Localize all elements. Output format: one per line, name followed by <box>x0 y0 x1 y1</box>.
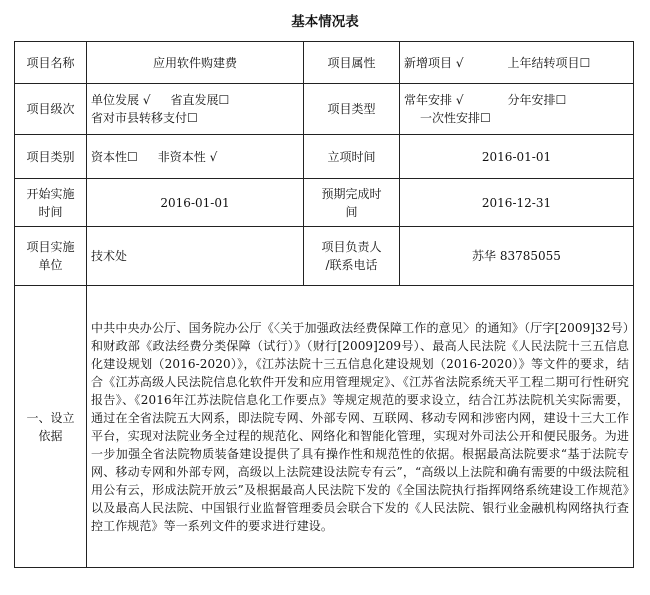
project-type-options <box>400 84 634 135</box>
project-type-option-multiyear: 分年安排☐ <box>507 93 567 107</box>
project-name-label: 项目名称 <box>15 42 87 84</box>
project-attr-option-new: 新增项目 √ <box>404 55 464 70</box>
page-title: 基本情况表 <box>291 14 359 30</box>
responsible-label <box>304 227 400 286</box>
basis-text: 中共中央办公厅、国务院办公厅《〈关于加强政法经费保障工作的意见〉的通知》（厅字[2009]32号）和财政部《政法经费分类保障（试行）》（财行[2009]209号）、最高人民法院《人民法院十三五信息化建设规划（2016-2020）》，《江苏法院十三五信息化建设规划（2016-2020）》等文件的要求，结合《江苏高级人民法院信息化软件开发和应用管理规定》、《江苏省法院系统天平工程二期可行性研究报告》、《2016年江苏法院信息化工作要点》等规定规范的要求设立，结合江苏法院机关实际需要，通过在全省法院五大网系，即法院专网、外部专网、互联网、移动专网和涉密内网，建设十三大工作平台，实现对法院业务全过程的规范化、网络化和智能化管理，实现对外司法公开和便民服务。为进一步加强全省法院物质装备建设提供了具有操作性和规范性的依据。根据最高法院要求“基于法院专网、移动专网和外部专网，高级以上法院建设法院专有云”，“高级以上法院和确有需要的中级法院租用公有云，形成法院开放云”及根据最高人民法院下发的《全国法院执行指挥网络系统建设工作规范》以及最高人民法院、中国银行业监督管理委员会联合下发的《人民法院、银行业金融机构网络执行查控工作规范》等一系列文件的要求进行建设。 <box>87 286 634 568</box>
project-level-label: 项目级次 <box>15 84 87 135</box>
project-attr-options <box>400 42 634 84</box>
expected-end-value: 2016-12-31 <box>400 179 634 227</box>
project-attr-label: 项目属性 <box>304 42 400 84</box>
project-name-value: 应用软件购建费 <box>87 42 304 84</box>
project-level-option-unit: 单位发展 √ <box>91 93 151 107</box>
basic-info-table <box>14 41 634 568</box>
basis-label <box>15 286 87 568</box>
impl-unit-label-line1: 项目实施 <box>26 240 75 254</box>
project-type-option-onetime: 一次性安排☐ <box>420 111 491 125</box>
project-level-options <box>87 84 304 135</box>
row-start-time <box>15 179 634 227</box>
project-category-option-noncapital: 非资本性 √ <box>157 149 218 164</box>
row-project-level <box>15 84 634 135</box>
expected-end-label-line2: 间 <box>345 204 358 219</box>
start-time-label <box>15 179 87 227</box>
approval-time-value: 2016-01-01 <box>400 135 634 179</box>
start-time-value: 2016-01-01 <box>87 179 304 227</box>
start-time-label-line2: 时间 <box>38 204 63 219</box>
basis-label-line1: 一、设立 <box>26 410 75 425</box>
responsible-label-line2: /联系电话 <box>325 258 378 272</box>
project-category-label: 项目类别 <box>15 135 87 179</box>
approval-time-label: 立项时间 <box>304 135 400 179</box>
project-category-options <box>87 135 304 179</box>
project-type-option-annual: 常年安排 √ <box>404 93 464 107</box>
row-basis <box>15 286 634 568</box>
expected-end-label <box>304 179 400 227</box>
row-project-name <box>15 42 634 84</box>
impl-unit-label-line2: 单位 <box>38 258 63 272</box>
project-category-option-capital: 资本性☐ <box>91 149 138 164</box>
row-project-category <box>15 135 634 179</box>
impl-unit-label <box>15 227 87 286</box>
expected-end-label-line1: 预期完成时 <box>321 186 382 201</box>
project-type-label: 项目类型 <box>304 84 400 135</box>
impl-unit-value: 技术处 <box>87 227 304 286</box>
responsible-value: 苏华 83785055 <box>400 227 634 286</box>
project-level-option-transfer: 省对市县转移支付☐ <box>91 111 198 125</box>
project-attr-option-carryover: 上年结转项目☐ <box>507 55 591 70</box>
row-impl-unit <box>15 227 634 286</box>
start-time-label-line1: 开始实施 <box>26 186 75 201</box>
basis-label-line2: 依据 <box>38 428 63 443</box>
project-level-option-provincial: 省直发展☐ <box>170 93 230 107</box>
responsible-label-line1: 项目负责人 <box>321 240 382 254</box>
